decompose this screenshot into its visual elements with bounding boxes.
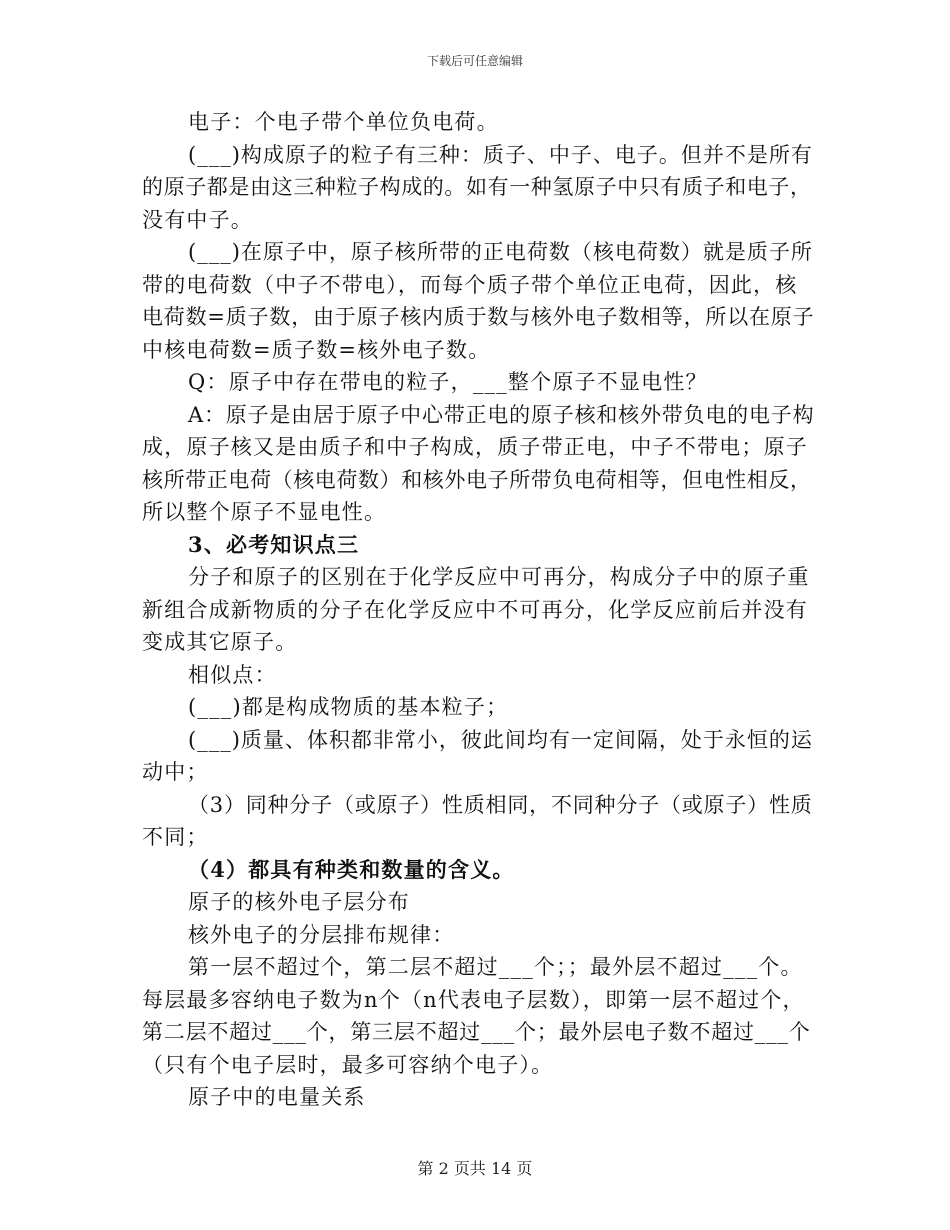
- text-line: 带的电荷数（中子不带电），而每个质子带个单位正电荷，因此，核: [142, 272, 798, 297]
- text-line: 中核电荷数=质子数=核外电子数。: [142, 337, 491, 362]
- text-line: 第二层不超过___个，第三层不超过___个；最外层电子数不超过___个: [142, 1020, 811, 1044]
- text-line: 相似点：: [188, 662, 277, 687]
- text-line: 原子中的电量关系: [188, 1085, 366, 1109]
- text-line: 分子和原子的区别在于化学反应中可再分，构成分子中的原子重: [188, 565, 810, 589]
- text-line: 动中；: [142, 760, 209, 784]
- text-line: Q：原子中存在带电的粒子，___整个原子不显电性？: [188, 370, 708, 394]
- text-line: (___)质量、体积都非常小，彼此间均有一定间隔，处于永恒的运: [188, 727, 813, 752]
- text-line: 的原子都是由这三种粒子构成的。如有一种氢原子中只有质子和电子，: [142, 175, 812, 199]
- text-line: 第一层不超过个，第二层不超过___个；；最外层不超过___个。: [188, 955, 803, 979]
- text-line: （只有个电子层时，最多可容纳个电子）。: [142, 1052, 554, 1077]
- text-line: (___)都是构成物质的基本粒子；: [188, 695, 509, 719]
- page-footer: 第 2 页共 14 页: [417, 1159, 533, 1178]
- section-heading: 3、必考知识点三: [188, 531, 360, 557]
- page-header: 下载后可任意编辑: [426, 54, 523, 68]
- section-heading: （4）都具有种类和数量的含义。: [188, 856, 515, 882]
- text-line: 核外电子的分层排布规律：: [188, 922, 455, 947]
- text-line: A：原子是由居于原子中心带正电的原子核和核外带负电的电子构: [188, 402, 815, 427]
- text-line: 成，原子核又是由质子和中子构成，质子带正电，中子不带电；原子: [142, 435, 808, 459]
- text-line: (___)在原子中，原子核所带的正电荷数（核电荷数）就是质子所: [188, 240, 813, 264]
- text-line: 原子的核外电子层分布: [188, 890, 410, 914]
- text-line: 新组合成新物质的分子在化学反应中不可再分，化学反应前后并没有: [142, 597, 808, 622]
- text-line: 不同；: [142, 825, 209, 849]
- text-line: 每层最多容纳电子数为n个（n代表电子层数），即第一层不超过个，: [142, 987, 805, 1012]
- text-line: 电荷数=质子数，由于原子核内质于数与核外电子数相等，所以在原子: [142, 305, 815, 329]
- text-line: 所以整个原子不显电性。: [142, 500, 387, 524]
- text-line: 电子：个电子带个单位负电荷。: [188, 110, 499, 134]
- text-line: 核所带正电荷（核电荷数）和核外电子所带负电荷相等，但电性相反，: [142, 467, 812, 492]
- text-line: (___)构成原子的粒子有三种：质子、中子、电子。但并不是所有: [188, 142, 813, 167]
- text-line: 没有中子。: [142, 207, 253, 232]
- document-body: [142, 106, 814, 1114]
- text-line: （3）同种分子（或原子）性质相同，不同种分子（或原子）性质: [188, 792, 813, 817]
- text-line: 变成其它原子。: [142, 630, 298, 654]
